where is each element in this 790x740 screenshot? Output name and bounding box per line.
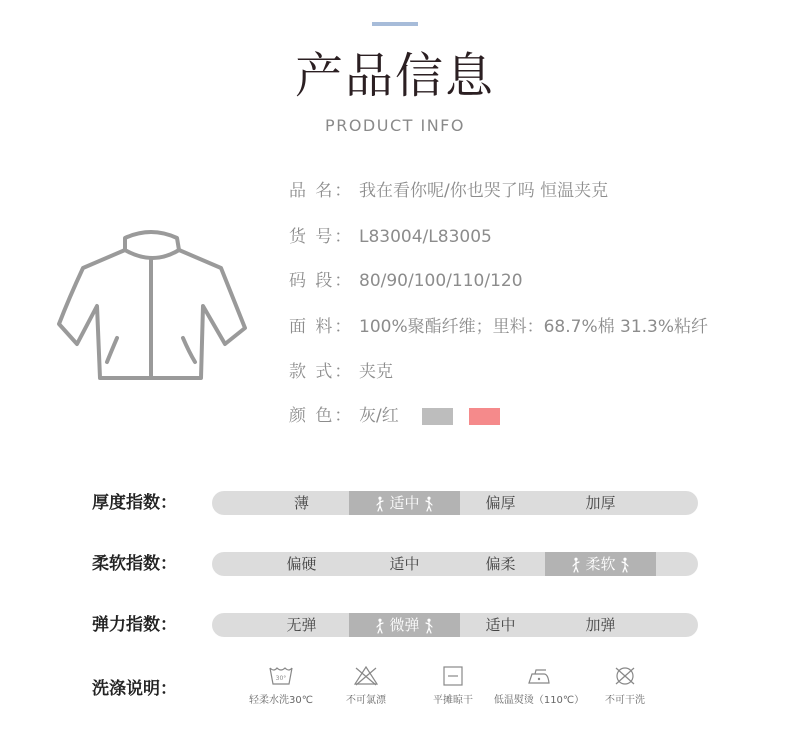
figure-icon [424, 618, 434, 634]
care-text: 低温熨烫（110℃） [493, 695, 585, 706]
info-row-name [289, 178, 608, 204]
scale-track [212, 491, 698, 515]
scale-option[interactable]: 加弹 [585, 616, 616, 634]
info-row-style [289, 359, 393, 385]
info-row-color [289, 403, 399, 429]
info-value: 灰/红 [359, 406, 399, 426]
info-row-sku [289, 224, 492, 250]
scale-track [212, 552, 698, 576]
info-label: 面 料： [289, 317, 354, 337]
info-label: 品 名： [289, 181, 354, 201]
page-title: 产品信息 [294, 48, 495, 104]
scale-thickness [0, 490, 790, 516]
scale-label: 厚度指数： [92, 493, 177, 513]
care-item [570, 664, 680, 708]
scale-option[interactable]: 适中 [349, 491, 460, 515]
flat-dry-icon [440, 664, 466, 688]
info-label: 码 段： [289, 271, 354, 291]
figure-icon [375, 618, 385, 634]
figure-icon [375, 496, 385, 512]
scale-track [212, 613, 698, 637]
scale-option[interactable]: 加厚 [585, 494, 616, 512]
scale-option[interactable]: 柔软 [545, 552, 656, 576]
iron-low-icon [526, 664, 552, 688]
care-text: 不可干洗 [605, 695, 645, 706]
scale-option[interactable]: 微弹 [349, 613, 460, 637]
info-label: 颜 色： [289, 406, 354, 426]
page-subtitle: PRODUCT INFO [325, 116, 465, 135]
no-dry-clean-icon [612, 664, 638, 688]
scale-option[interactable]: 偏厚 [485, 494, 516, 512]
info-label: 款 式： [289, 362, 354, 382]
scale-option[interactable]: 适中 [485, 616, 516, 634]
scale-label: 柔软指数： [92, 554, 177, 574]
scale-option[interactable]: 偏柔 [485, 555, 516, 573]
scale-label: 弹力指数： [92, 615, 177, 635]
scale-softness [0, 551, 790, 577]
scale-option[interactable]: 偏硬 [286, 555, 317, 573]
scale-option[interactable]: 适中 [389, 555, 420, 573]
no-bleach-icon [353, 664, 379, 688]
jacket-illustration [55, 228, 250, 388]
info-value: 夹克 [359, 362, 393, 382]
scale-option[interactable]: 无弹 [286, 616, 317, 634]
color-swatch-gray[interactable] [422, 408, 453, 425]
hand-wash-30-icon [268, 664, 294, 688]
care-label: 洗涤说明： [92, 679, 177, 699]
figure-icon [620, 557, 630, 573]
info-row-material [289, 314, 708, 340]
scale-elasticity [0, 612, 790, 638]
scale-option[interactable]: 薄 [293, 494, 309, 512]
header-accent-bar [372, 22, 418, 26]
info-value: L83004/L83005 [359, 227, 492, 247]
info-label: 货 号： [289, 227, 354, 247]
info-row-sizes [289, 268, 523, 294]
info-value: 我在看你呢/你也哭了吗 恒温夹克 [359, 181, 609, 201]
care-text: 轻柔水洗30℃ [249, 695, 313, 706]
color-swatch-red[interactable] [469, 408, 500, 425]
figure-icon [571, 557, 581, 573]
care-text: 平摊晾干 [433, 695, 473, 706]
info-value: 80/90/100/110/120 [359, 271, 523, 291]
svg-text:30°: 30° [275, 675, 287, 682]
care-text: 不可氯漂 [346, 695, 386, 706]
info-value: 100%聚酯纤维；里料：68.7%棉 31.3%粘纤 [359, 317, 709, 337]
figure-icon [424, 496, 434, 512]
